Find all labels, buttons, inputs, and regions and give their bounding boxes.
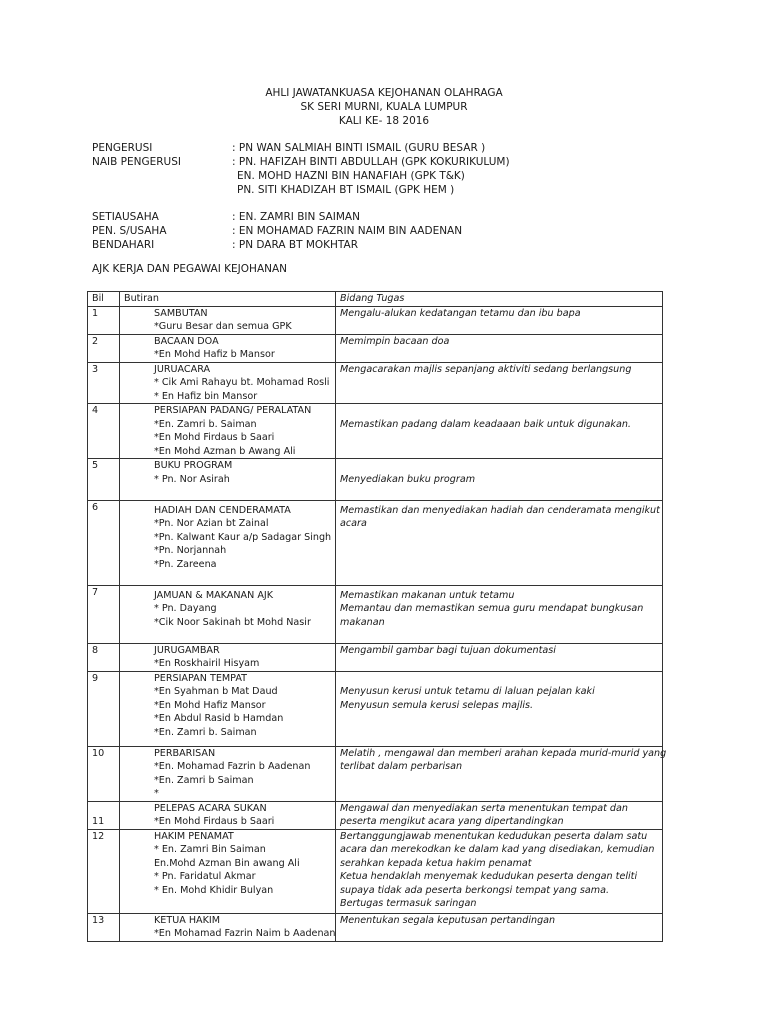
task-title: PELEPAS ACARA SUKAN (154, 802, 267, 814)
person-name: *Pn. Kalwant Kaur a/p Sadagar Singh (154, 531, 332, 543)
table-row (88, 913, 663, 941)
person-name: *En. Zamri b. Saiman (154, 726, 257, 738)
person-name: *En. Mohamad Fazrin b Aadenan (154, 761, 311, 772)
duty-line: Menentukan segala keputusan pertandingan (340, 914, 556, 926)
duty-line: makanan (340, 616, 385, 628)
duty-line: Memantau dan memastikan semua guru mendapat bungkusan (340, 603, 644, 614)
task-title: BACAAN DOA (154, 335, 219, 347)
edition: KALI KE- 18 2016 (338, 115, 430, 127)
role-value: : PN WAN SALMIAH BINTI ISMAIL (GURU BESAR ) (232, 142, 486, 154)
duty-line: Menyusun kerusi untuk tetamu di laluan pejalan kaki (340, 686, 595, 697)
person-name: * Pn. Dayang (154, 603, 217, 614)
task-title: SAMBUTAN (154, 307, 208, 319)
role-label: NAIB PENGERUSI (92, 156, 182, 168)
row-butiran (120, 801, 336, 829)
table-row (88, 306, 663, 334)
table-row (88, 643, 663, 671)
row-number: 2 (88, 334, 120, 362)
row-duty (336, 404, 663, 459)
role-label: SETIAUSAHA (92, 211, 159, 223)
row-butiran (120, 459, 336, 501)
role-naib-pengerusi (92, 155, 510, 169)
row-butiran (120, 746, 336, 801)
row-butiran (120, 500, 336, 585)
header-bidang-tugas: Bidang Tugas (336, 292, 663, 307)
table-row (88, 362, 663, 404)
task-title: KETUA HAKIM (154, 914, 221, 926)
row-duty (336, 334, 663, 362)
role-value: : PN. HAFIZAH BINTI ABDULLAH (GPK KOKURIKULUM) (232, 156, 510, 168)
row-number: 8 (88, 643, 120, 671)
row-butiran (120, 334, 336, 362)
person-name (124, 486, 331, 500)
table-header-row (88, 292, 663, 307)
person-name (124, 629, 331, 643)
duty-line: Ketua hendaklah menyemak kedudukan peserta dengan teliti (340, 871, 638, 882)
person-name: *En Mohd Firdaus b Saari (154, 432, 275, 443)
table-row (88, 585, 663, 643)
person-name: *En Mohd Hafiz b Mansor (154, 349, 275, 360)
duty-line: supaya tidak ada peserta berkongsi tempat yang sama. (340, 884, 610, 896)
task-title: BUKU PROGRAM (154, 460, 233, 471)
person-name: En.Mohd Azman Bin awang Ali (154, 857, 300, 869)
person-name: *Pn. Nor Azian bt Zainal (154, 518, 269, 529)
row-duty (336, 801, 663, 829)
task-title: PERSIAPAN TEMPAT (154, 672, 248, 684)
duty-line: peserta mengikut acara yang dipertandingkan (340, 816, 564, 827)
row-number: 12 (88, 829, 120, 913)
person-name: * En. Mohd Khidir Bulyan (154, 884, 274, 896)
role-value: : PN DARA BT MOKHTAR (232, 239, 359, 251)
task-title: JURUACARA (154, 363, 211, 375)
duty-line: Memastikan dan menyediakan hadiah dan cenderamata mengikut (340, 504, 660, 516)
row-butiran (120, 643, 336, 671)
person-name: *Guru Besar dan semua GPK (154, 321, 292, 332)
row-number: 9 (88, 671, 120, 746)
duty-line: Melatih , mengawal dan memberi arahan kepada murid-murid yang (340, 747, 667, 759)
role-value: PN. SITI KHADIZAH BT ISMAIL (GPK HEM ) (237, 184, 455, 196)
task-title: PERSIAPAN PADANG/ PERALATAN (154, 405, 312, 416)
row-duty (336, 362, 663, 404)
duty-line: Bertanggungjawab menentukan kedudukan peserta dalam satu (340, 830, 648, 842)
person-name: *Cik Noor Sakinah bt Mohd Nasir (154, 616, 311, 628)
person-name: *En Mohamad Fazrin Naim b Aadenan (154, 928, 336, 939)
duty-line (340, 404, 658, 418)
row-duty (336, 500, 663, 585)
person-name: *En Mohd Hafiz Mansor (154, 699, 266, 711)
person-name: * Pn. Faridatul Akmar (154, 871, 256, 882)
duty-line: Mengalu-alukan kedatangan tetamu dan ibu bapa (340, 307, 581, 319)
person-name: * En. Zamri Bin Saiman (154, 844, 266, 855)
duty-line: acara dan merekodkan ke dalam kad yang disediakan, kemudian (340, 844, 655, 855)
duty-line: Mengacarakan majlis sepanjang aktiviti sedang berlangsung (340, 363, 632, 375)
person-name: *En. Zamri b Saiman (154, 774, 254, 786)
row-duty (336, 585, 663, 643)
row-duty (336, 459, 663, 501)
row-duty (336, 746, 667, 801)
duty-line: acara (340, 518, 367, 529)
row-butiran (120, 306, 336, 334)
row-duty (336, 829, 663, 913)
duty-line: Bertugas termasuk saringan (340, 898, 477, 909)
duty-line: Mengambil gambar bagi tujuan dokumentasi (340, 644, 556, 656)
task-title: JURUGAMBAR (154, 644, 220, 656)
duty-line (340, 459, 658, 473)
duties-table (87, 291, 667, 942)
person-name: * (154, 788, 159, 799)
row-number: 10 (88, 746, 120, 801)
person-name: *Pn. Zareena (154, 558, 217, 570)
document-title: AHLI JAWATANKUASA KEJOHANAN OLAHRAGA (265, 87, 503, 99)
table-row (88, 404, 663, 459)
row-duty (336, 643, 663, 671)
section-title: AJK KERJA DAN PEGAWAI KEJOHANAN (92, 263, 288, 275)
row-butiran (120, 829, 336, 913)
row-number: 13 (88, 913, 120, 941)
table-row (88, 801, 663, 829)
row-duty (336, 671, 663, 746)
duty-line: Mengawal dan menyediakan serta menentukan tempat dan (340, 802, 628, 814)
table-row (88, 459, 663, 501)
table-row (88, 334, 663, 362)
person-name: *En Syahman b Mat Daud (154, 686, 278, 697)
person-name: *En. Zamri b. Saiman (154, 418, 257, 430)
duty-line: Memimpin bacaan doa (340, 335, 450, 347)
duty-line: Menyediakan buku program (340, 473, 476, 485)
person-name: *En Roskhairil Hisyam (154, 658, 260, 669)
table-row (88, 746, 663, 801)
person-name: *En Abdul Rasid b Hamdan (154, 713, 284, 724)
row-number: 6 (88, 500, 120, 585)
role-value: : EN MOHAMAD FAZRIN NAIM BIN AADENAN (232, 225, 463, 237)
role-label: PENGERUSI (92, 142, 153, 154)
person-name: *Pn. Norjannah (154, 545, 227, 556)
task-title: JAMUAN & MAKANAN AJK (154, 589, 274, 601)
table-row (88, 829, 663, 913)
role-pen-setiausaha (92, 224, 510, 238)
row-butiran (120, 671, 336, 746)
row-number: 1 (88, 306, 120, 334)
duty-line: terlibat dalam perbarisan (340, 761, 463, 772)
row-butiran (120, 913, 336, 941)
person-name: *En Mohd Firdaus b Saari (154, 816, 275, 827)
role-label: PEN. S/USAHA (92, 225, 167, 237)
role-bendahari (92, 238, 510, 252)
row-duty (336, 306, 663, 334)
role-value: : EN. ZAMRI BIN SAIMAN (232, 211, 360, 223)
duty-line (340, 672, 658, 686)
role-pengerusi (92, 141, 510, 155)
header-butiran: Butiran (120, 292, 336, 307)
school-name: SK SERI MURNI, KUALA LUMPUR (300, 101, 468, 113)
person-name: * Pn. Nor Asirah (154, 473, 230, 485)
duty-line: Memastikan makanan untuk tetamu (340, 589, 515, 601)
duty-line: Memastikan padang dalam keadaaan baik untuk digunakan. (340, 418, 631, 430)
duty-line: Menyusun semula kerusi selepas majlis. (340, 699, 534, 711)
task-title: PERBARISAN (154, 747, 216, 759)
table-body (88, 306, 667, 941)
person-name (124, 571, 331, 585)
row-number: 11 (88, 801, 120, 829)
row-number: 5 (88, 459, 120, 501)
row-number: 3 (88, 362, 120, 404)
row-number: 4 (88, 404, 120, 459)
task-title: HAKIM PENAMAT (154, 830, 234, 842)
person-name: * En Hafiz bin Mansor (154, 390, 258, 402)
duty-line: serahkan kepada ketua hakim penamat (340, 857, 532, 869)
role-label: BENDAHARI (92, 239, 155, 251)
committee-roles (92, 141, 510, 252)
row-duty (336, 913, 663, 941)
row-butiran (120, 404, 336, 459)
table-row (88, 671, 663, 746)
table-row (88, 500, 663, 585)
role-value: EN. MOHD HAZNI BIN HANAFIAH (GPK T&K) (237, 170, 465, 182)
row-butiran (120, 585, 336, 643)
task-title: HADIAH DAN CENDERAMATA (154, 504, 291, 516)
person-name: * Cik Ami Rahayu bt. Mohamad Rosli (154, 377, 330, 388)
header-bil: Bil (88, 292, 120, 307)
row-butiran (120, 362, 336, 404)
person-name: *En Mohd Azman b Awang Ali (154, 445, 296, 457)
role-setiausaha (92, 210, 510, 224)
row-number: 7 (88, 585, 120, 643)
